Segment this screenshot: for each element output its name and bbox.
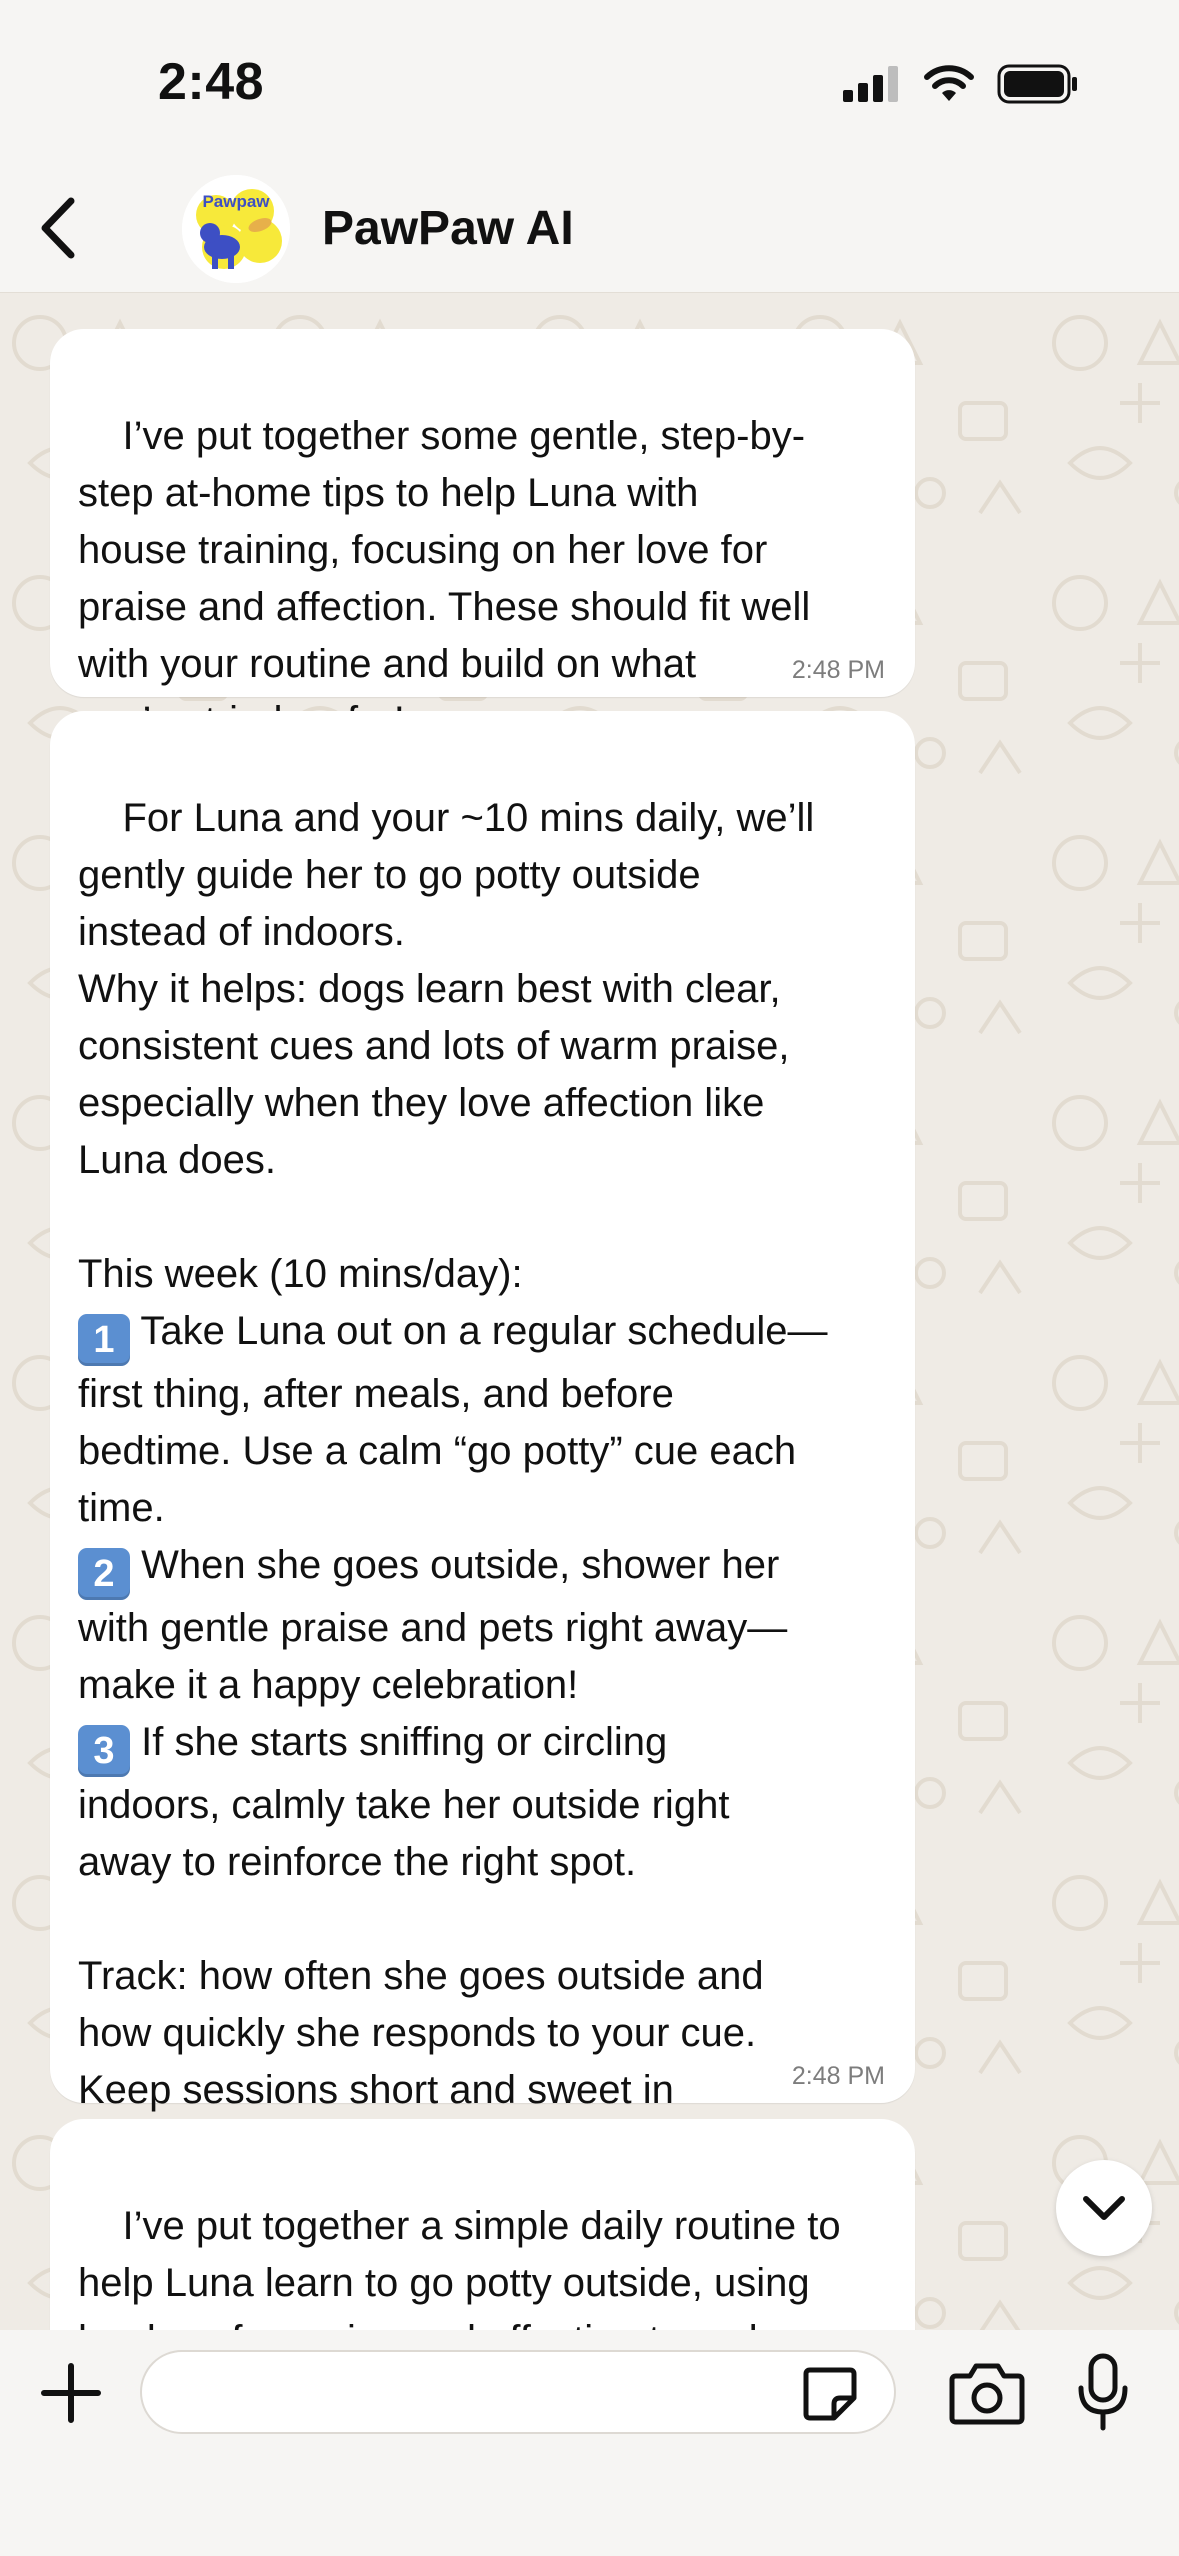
camera-button[interactable] xyxy=(948,2358,1026,2428)
chevron-down-icon xyxy=(1082,2194,1126,2222)
chevron-left-icon xyxy=(37,197,77,259)
message-bubble[interactable] xyxy=(50,711,915,2112)
message-outro: Track: how often she goes outside and how quickly she responds to your cue. Keep sessions short and sweet in xyxy=(78,1954,764,2112)
message-time: 2:48 PM xyxy=(791,656,885,684)
keycap-three-icon: 3 xyxy=(78,1725,130,1777)
message-text: I’ve put together some gentle, step-by- step at-home tips to help Luna with house training, focusing on her love for praise and affection. These should fit well with your routine and build on what xyxy=(78,414,811,686)
battery-icon xyxy=(997,64,1079,104)
status-icons xyxy=(843,64,1079,104)
input-bar xyxy=(0,2330,1179,2556)
message-text: I’ve put together a simple daily routine to help Luna learn to go potty outside, using xyxy=(78,2204,841,2305)
status-bar xyxy=(0,0,1179,165)
microphone-icon xyxy=(1076,2352,1130,2432)
plus-icon xyxy=(36,2358,106,2428)
back-button[interactable] xyxy=(22,193,92,263)
chat-area[interactable] xyxy=(0,293,1179,2330)
avatar[interactable] xyxy=(182,175,290,283)
chat-header xyxy=(0,165,1179,293)
wifi-icon xyxy=(923,65,975,103)
sticker-button[interactable] xyxy=(800,2364,860,2424)
svg-text:Pawpaw: Pawpaw xyxy=(202,192,270,211)
step-text: Take Luna out on a regular schedule— first thing, after meals, and before bedtime. Use a calm “go potty” cue each time. xyxy=(78,1309,828,1530)
message-intro: For Luna and your ~10 mins daily, we’ll gently guide her to go potty outside instead of indoors. Why it helps: dogs learn best with clear, consistent cues and lots of warm praise, especially when they love affection like Luna does. This week (10 mins/day): xyxy=(78,796,815,1296)
status-time: 2:48 xyxy=(158,53,265,111)
step-text: If she starts sniffing or circling indoors, calmly take her outside right away to reinforce the right spot. xyxy=(78,1720,730,1884)
microphone-button[interactable] xyxy=(1076,2352,1130,2432)
pawpaw-logo xyxy=(182,175,290,283)
message-input[interactable] xyxy=(140,2350,896,2434)
chat-title[interactable]: PawPaw AI xyxy=(322,202,574,255)
cellular-signal-icon xyxy=(843,66,901,102)
camera-icon xyxy=(948,2358,1026,2428)
keycap-two-icon: 2 xyxy=(78,1548,130,1600)
scroll-to-bottom-button[interactable] xyxy=(1056,2160,1152,2256)
message-bubble[interactable] xyxy=(50,329,915,697)
step-text: When she goes outside, shower her with gentle praise and pets right away— make it a happy celebration! xyxy=(78,1543,788,1707)
keycap-one-icon: 1 xyxy=(78,1314,130,1366)
attach-button[interactable] xyxy=(36,2358,106,2428)
sticker-icon xyxy=(800,2364,860,2424)
message-time: 2:48 PM xyxy=(791,2062,885,2090)
